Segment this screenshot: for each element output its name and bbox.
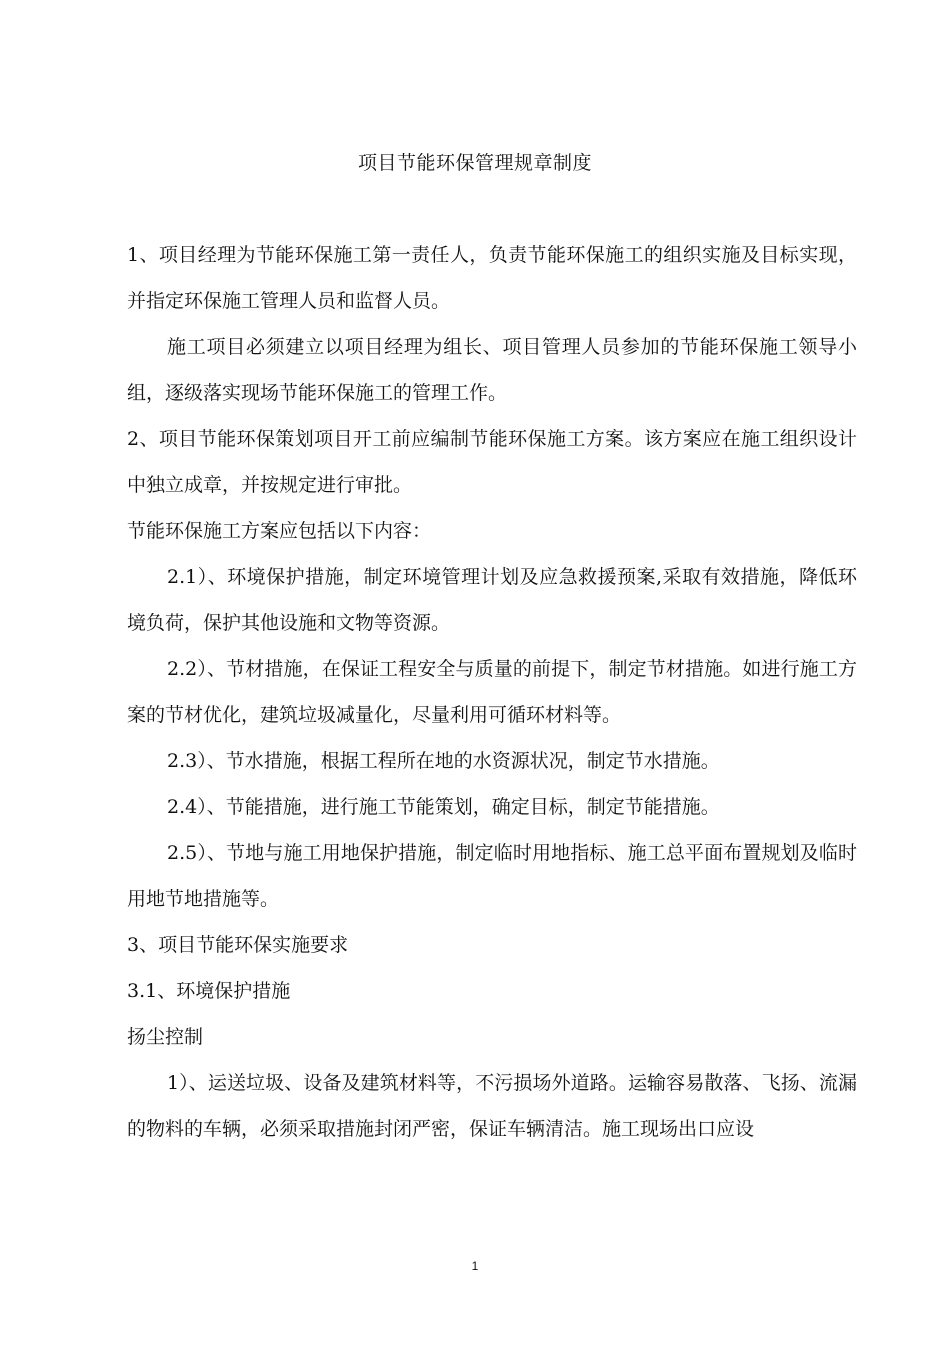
paragraph-3: 2、项目节能环保策划项目开工前应编制节能环保施工方案。该方案应在施工组织设计中独立成章，并按规定进行审批。: [127, 428, 857, 496]
paragraph-2: 施工项目必须建立以项目经理为组长、项目管理人员参加的节能环保施工领导小组，逐级落实现场节能环保施工的管理工作。: [127, 336, 857, 404]
page-number: 1: [471, 1259, 479, 1273]
paragraph-13: 1）、运送垃圾、设备及建筑材料等，不污损场外道路。运输容易散落、飞扬、流漏的物料的车辆，必须采取措施封闭严密，保证车辆清洁。施工现场出口应设: [127, 1072, 857, 1140]
paragraph-1: 1、项目经理为节能环保施工第一责任人，负责节能环保施工的组织实施及目标实现，并指定环保施工管理人员和监督人员。: [127, 244, 857, 312]
paragraph-9: 2.5）、节地与施工用地保护措施，制定临时用地指标、施工总平面布置规划及临时用地节地措施等。: [127, 842, 857, 910]
paragraph-5: 2.1）、环境保护措施，制定环境管理计划及应急救援预案,采取有效措施，降低环境负荷，保护其他设施和文物等资源。: [127, 566, 857, 634]
paragraph-4: 节能环保施工方案应包括以下内容：: [127, 520, 432, 542]
document-body: [127, 232, 857, 1152]
paragraph-7: 2.3）、节水措施，根据工程所在地的水资源状况，制定节水措施。: [167, 750, 720, 772]
subheading-dust-control: 扬尘控制: [127, 1026, 204, 1048]
section-heading-3: 3、项目节能环保实施要求: [127, 934, 349, 956]
subsection-heading-3-1: 3.1、环境保护措施: [127, 980, 291, 1002]
document-title: 项目节能环保管理规章制度: [357, 152, 592, 174]
paragraph-8: 2.4）、节能措施，进行施工节能策划，确定目标，制定节能措施。: [167, 796, 720, 818]
paragraph-6: 2.2）、节材措施，在保证工程安全与质量的前提下，制定节材措施。如进行施工方案的节材优化，建筑垃圾减量化，尽量利用可循环材料等。: [127, 658, 857, 726]
